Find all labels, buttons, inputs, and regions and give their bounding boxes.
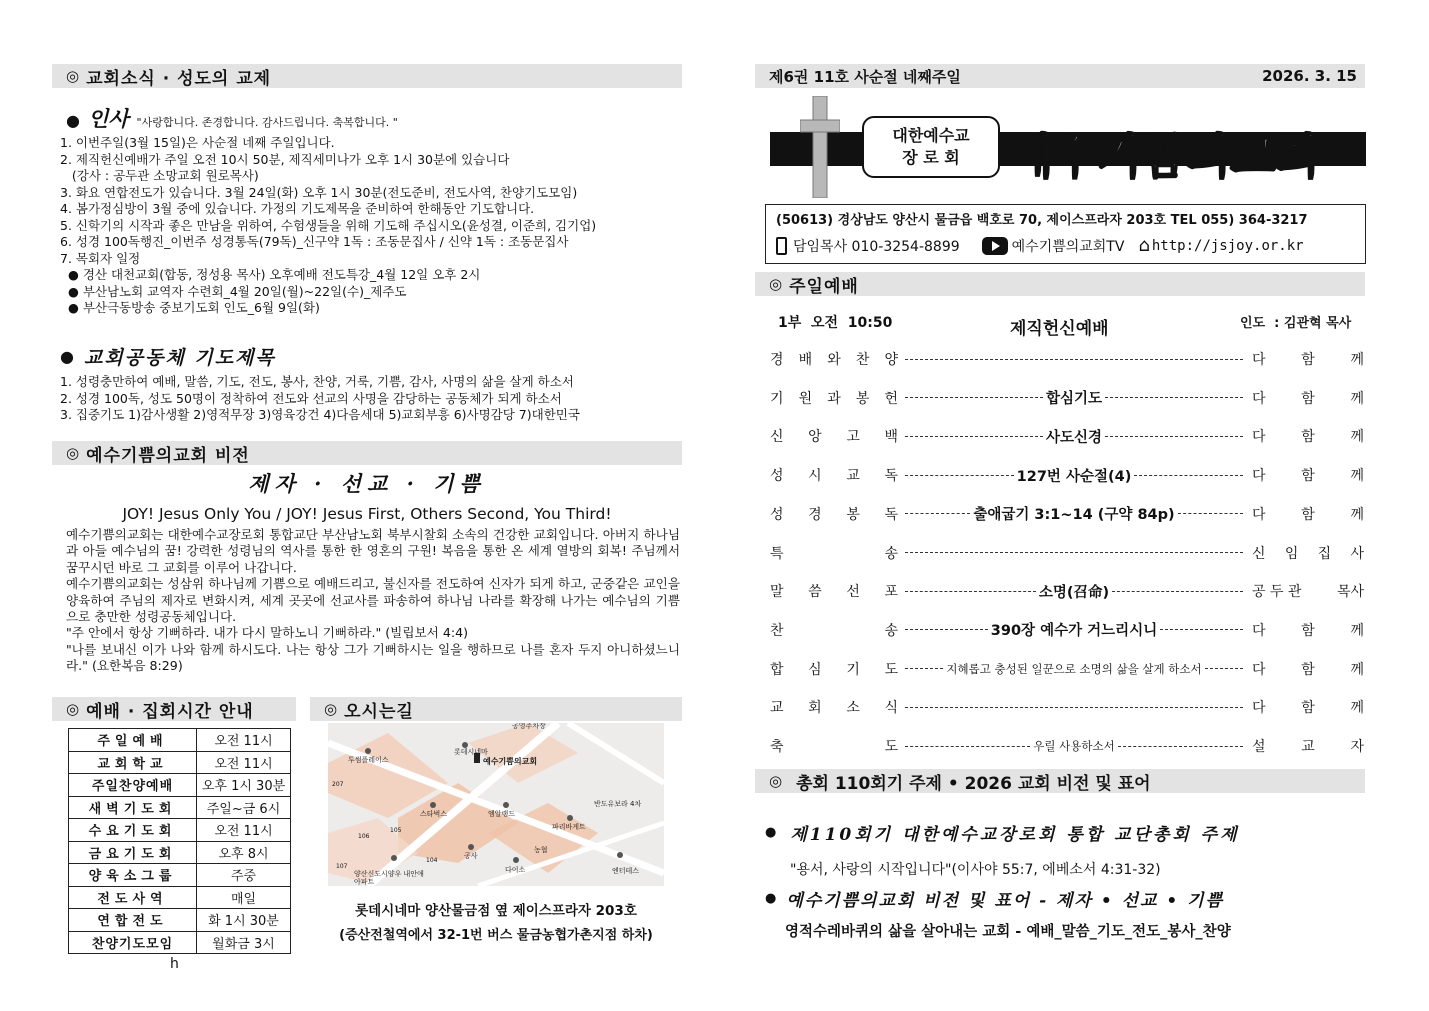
order-item-char: 씀 bbox=[808, 584, 822, 601]
schedule-row bbox=[69, 751, 291, 774]
worship-order-row bbox=[770, 503, 1364, 525]
map-label: 양산신도시양우 내안애아파트 bbox=[354, 870, 424, 886]
worship-order-row bbox=[770, 464, 1364, 486]
theme-title-row bbox=[765, 820, 1240, 845]
order-item-leader: 다 함 께 bbox=[1252, 661, 1364, 678]
list-item: (강사 : 공두관 소망교회 원로목사) bbox=[60, 168, 259, 183]
list-item: 2. 제직헌신예배가 주일 오전 10시 50분, 제직세미나가 오후 1시 30분에 있습니다 bbox=[60, 151, 510, 167]
worship-header-bar bbox=[755, 272, 1365, 296]
directions-header: 오시는길 bbox=[344, 701, 414, 722]
bullet-circle-icon: ◎ bbox=[769, 275, 784, 293]
order-item-content: 우릴 사용하소서 bbox=[1033, 739, 1115, 753]
worship-order-row bbox=[770, 387, 1364, 409]
schedule-header: 예배 · 집회시간 안내 bbox=[86, 701, 254, 722]
list-item: 2. 성경 100독, 성도 50명이 정착하여 전도와 선교의 사명을 감당하는 공동체가 되게 하소서 bbox=[60, 390, 562, 406]
list-item: ● 부산극동방송 중보기도회 인도_6월 9일(화) bbox=[60, 300, 320, 315]
order-item-name bbox=[770, 620, 902, 640]
map-label: 104 bbox=[426, 857, 438, 864]
bullet-circle-icon: ◎ bbox=[66, 444, 81, 462]
order-item-content: 390장 예수가 거느리시니 bbox=[990, 623, 1158, 640]
map-label: 엔터테스 bbox=[612, 867, 640, 875]
worship-order-row bbox=[770, 735, 1364, 757]
directions-header-bar bbox=[310, 697, 682, 721]
schedule-table bbox=[68, 728, 291, 954]
order-item-content: 소명(召命) bbox=[1038, 584, 1110, 601]
home-icon: ⌂ bbox=[1138, 235, 1150, 256]
order-item-char: 송 bbox=[884, 622, 898, 639]
prayer-title: 교회공동체 기도제목 bbox=[83, 347, 276, 369]
order-item-content: 사도신경 bbox=[1045, 429, 1103, 446]
theme-header: 총회 110회기 주제 • 2026 교회 비전 및 표어 bbox=[796, 773, 1151, 794]
schedule-name: 새벽기도회 bbox=[69, 796, 197, 819]
schedule-name: 전도사역 bbox=[69, 886, 197, 909]
news-header: 교회소식 · 성도의 교제 bbox=[86, 68, 272, 89]
order-item-name bbox=[770, 349, 902, 369]
map-label: 105 bbox=[390, 827, 402, 834]
denomination-line1: 대한예수교 bbox=[892, 126, 970, 145]
order-item-char: 식 bbox=[884, 700, 898, 717]
schedule-time: 오후 1시 30분 bbox=[197, 774, 291, 797]
bullet-circle-icon: ◎ bbox=[66, 67, 81, 85]
order-item-char: 소 bbox=[846, 700, 860, 717]
map-label: 207 bbox=[332, 781, 344, 788]
church-vision-text: 영적수레바퀴의 삶을 살아내는 교회 - 예배_말씀_기도_전도_봉사_찬양 bbox=[785, 924, 1231, 940]
order-item-char: 봉 bbox=[846, 506, 860, 523]
youtube-icon bbox=[982, 237, 1008, 255]
order-item-char: 합 bbox=[770, 661, 784, 678]
list-item: 7. 목회자 일정 bbox=[60, 250, 141, 266]
order-item-char: 심 bbox=[808, 661, 822, 678]
order-item-char: 회 bbox=[808, 700, 822, 717]
vision-joy: JOY! Jesus Only You / JOY! Jesus First, Others Second, You Third! bbox=[122, 505, 612, 523]
schedule-time: 오전 11시 bbox=[197, 819, 291, 842]
worship-order-row bbox=[770, 696, 1364, 718]
order-item-char: 과 bbox=[827, 390, 841, 407]
order-item-leader: 다 함 께 bbox=[1252, 352, 1364, 368]
service-leader: 인도 : 김관혁 목사 bbox=[1240, 316, 1352, 331]
youtube-channel[interactable]: 예수기쁨의교회TV bbox=[1011, 238, 1125, 255]
order-item-leader: 다 함 께 bbox=[1252, 390, 1364, 407]
map-label: 파리바게트 bbox=[552, 823, 586, 831]
schedule-row bbox=[69, 819, 291, 842]
order-item-char: 도 bbox=[884, 661, 898, 678]
schedule-name: 교회학교 bbox=[69, 751, 197, 774]
order-item-char: 백 bbox=[884, 429, 898, 446]
list-item: ● 부산남노회 교역자 수련회_4월 20일(월)~22일(수)_제주도 bbox=[60, 283, 407, 299]
vision-paragraph: "나를 보내신 이가 나와 함께 하시도다. 나는 항상 그가 기뻐하시는 일을 행하므로 나를 혼자 두지 아니하셨느니라." (요한복음 8:29) bbox=[66, 641, 680, 674]
map-label: 106 bbox=[358, 833, 370, 840]
prayer-title-row bbox=[60, 343, 276, 370]
schedule-time: 주중 bbox=[197, 864, 291, 887]
map-label: 공사 bbox=[464, 852, 478, 860]
order-item-char: 원 bbox=[798, 390, 813, 407]
website-link[interactable]: http://jsjoy.or.kr bbox=[1151, 237, 1304, 254]
vision-header-bar bbox=[52, 441, 682, 465]
worship-order-row bbox=[770, 348, 1364, 370]
order-item-name bbox=[770, 697, 902, 717]
bullet-icon: ● bbox=[66, 111, 80, 130]
order-item-char: 배 bbox=[798, 352, 813, 368]
schedule-name: 주일예배 bbox=[69, 729, 197, 752]
order-item-char: 특 bbox=[770, 545, 784, 562]
schedule-row bbox=[69, 774, 291, 797]
news-header-bar bbox=[52, 64, 682, 88]
vision-header: 예수기쁨의교회 비전 bbox=[86, 445, 250, 466]
order-item-char: 교 bbox=[846, 468, 860, 485]
order-item-char: 찬 bbox=[770, 622, 784, 639]
worship-order-row bbox=[770, 425, 1364, 447]
vision-body bbox=[66, 527, 680, 675]
list-item: 3. 화요 연합전도가 있습니다. 3월 24일(화) 오후 1시 30분(전도준비, 전도사역, 찬양기도모임) bbox=[60, 184, 578, 200]
order-item-char: 포 bbox=[884, 584, 898, 601]
order-item-content: 합심기도 bbox=[1045, 391, 1103, 408]
order-item-name bbox=[770, 388, 902, 408]
schedule-row bbox=[69, 931, 291, 954]
vision-paragraph: 예수기쁨의교회는 대한예수교장로회 통합교단 부산남노회 북부시찰회 소속의 건강한 교회입니다. 아버지 하나님과 아들 예수님의 꿈! 강력한 성령님의 역사를 통한 한 영혼의 구원! 복음을 통한 온 세계 열방의 회복! 주님께서 꿈꾸시던 바로 그 교회를 이루어 나갑니다. bbox=[66, 527, 680, 575]
schedule-time: 오전 11시 bbox=[197, 751, 291, 774]
bullet-icon: ● bbox=[765, 891, 777, 906]
schedule-row bbox=[69, 729, 291, 752]
schedule-time: 오후 8시 bbox=[197, 841, 291, 864]
service-title: 제직헌신예배 bbox=[1010, 319, 1109, 339]
schedule-name: 주일찬양예배 bbox=[69, 774, 197, 797]
schedule-row bbox=[69, 841, 291, 864]
bullet-icon: ● bbox=[765, 825, 777, 840]
map-label: 농협 bbox=[534, 846, 548, 854]
order-item-char: 헌 bbox=[884, 390, 898, 407]
order-item-char: 기 bbox=[846, 661, 860, 678]
order-item-name bbox=[770, 736, 902, 756]
order-item-char: 신 bbox=[770, 429, 784, 446]
list-item: ● 경산 대천교회(합동, 정성용 목사) 오후예배 전도특강_4월 12일 오후 2시 bbox=[60, 267, 481, 282]
order-item-char: 말 bbox=[770, 584, 784, 601]
map-label: 107 bbox=[336, 863, 348, 870]
directions-line2: (증산전철역에서 32-1번 버스 물금농협가촌지점 하차) bbox=[339, 928, 653, 943]
order-item-char: 고 bbox=[846, 429, 860, 446]
list-item: 4. 봄가정심방이 3월 중에 있습니다. 가정의 기도제목을 준비하여 한해동안 기도합니다. bbox=[60, 201, 535, 216]
order-item-char: 시 bbox=[808, 468, 822, 485]
schedule-time: 화 1시 30분 bbox=[197, 909, 291, 932]
list-item: 1. 이번주일(3월 15일)은 사순절 네째 주일입니다. bbox=[60, 135, 335, 150]
order-item-char: 앙 bbox=[808, 429, 822, 446]
schedule-name: 양육소그룹 bbox=[69, 864, 197, 887]
theme-text: "용서, 사랑의 시작입니다"(이사야 55:7, 에베소서 4:31-32) bbox=[790, 862, 1161, 878]
schedule-time: 월화금 3시 bbox=[197, 931, 291, 954]
issue-date: 2026. 3. 15 bbox=[1262, 67, 1357, 85]
bullet-circle-icon: ◎ bbox=[324, 700, 339, 718]
order-item-char: 선 bbox=[846, 584, 860, 601]
map-label: 다이소 bbox=[505, 866, 526, 874]
order-item-name bbox=[770, 426, 902, 446]
worship-header: 주일예배 bbox=[789, 276, 859, 297]
schedule-time: 매일 bbox=[197, 886, 291, 909]
theme-title: 제110회기 대한예수교장로회 통합 교단총회 주제 bbox=[790, 825, 1240, 845]
bullet-circle-icon: ◎ bbox=[66, 700, 81, 718]
order-item-char: 축 bbox=[770, 739, 784, 755]
denomination-box bbox=[862, 116, 1000, 178]
order-item-char: 교 bbox=[770, 700, 784, 717]
bullet-circle-icon: ◎ bbox=[769, 772, 783, 790]
worship-order-row bbox=[770, 619, 1364, 641]
schedule-name: 수요기도회 bbox=[69, 819, 197, 842]
order-item-char: 경 bbox=[770, 352, 784, 368]
order-item-name bbox=[770, 504, 902, 524]
map-label: 스타벅스 bbox=[420, 810, 448, 818]
order-item-char: 양 bbox=[884, 352, 898, 368]
contact-box bbox=[765, 204, 1366, 264]
map-label: 반도유보라 4차 bbox=[594, 800, 642, 808]
footer-mark: h bbox=[170, 956, 179, 972]
order-item-char: 독 bbox=[884, 468, 898, 485]
order-item-leader: 설 교 자 bbox=[1252, 739, 1364, 755]
order-item-leader: 공 두 관 목사 bbox=[1252, 584, 1364, 601]
prayer-list bbox=[60, 374, 685, 424]
order-item-name bbox=[770, 465, 902, 485]
order-item-char: 와 bbox=[827, 352, 841, 368]
greeting bbox=[66, 103, 398, 133]
order-item-content: 127번 사순절(4) bbox=[1016, 468, 1132, 485]
order-item-leader: 다 함 께 bbox=[1252, 622, 1364, 639]
map-label: 엠알랭드 bbox=[488, 810, 516, 818]
order-item-char: 봉 bbox=[855, 390, 870, 407]
greeting-text: "사랑합니다. 존경합니다. 감사드립니다. 축복합니다. " bbox=[136, 116, 398, 129]
order-item-char: 독 bbox=[884, 506, 898, 523]
schedule-time: 주일~금 6시 bbox=[197, 796, 291, 819]
order-item-char: 송 bbox=[884, 545, 898, 562]
list-item: 1. 성령충만하여 예배, 말씀, 기도, 전도, 봉사, 찬양, 거룩, 기쁨, 감사, 사명의 삶을 살게 하소서 bbox=[60, 374, 574, 389]
schedule-row bbox=[69, 796, 291, 819]
map-label: 예수기쁨의교회 bbox=[483, 757, 538, 766]
pastor-phone: 담임목사 010-3254-8899 bbox=[793, 238, 960, 255]
order-item-leader: 다 함 께 bbox=[1252, 700, 1364, 717]
bullet-icon: ● bbox=[60, 347, 74, 366]
order-item-char: 기 bbox=[770, 390, 784, 407]
church-vision-title-row bbox=[765, 886, 1224, 911]
order-item-name bbox=[770, 581, 902, 601]
worship-order-row bbox=[770, 580, 1364, 602]
schedule-time: 오전 11시 bbox=[197, 729, 291, 752]
issue: 제6권 11호 사순절 네째주일 bbox=[769, 67, 961, 86]
list-item: 3. 집중기도 1)감사생활 2)영적무장 3)영육강건 4)다음세대 5)교회부흥 6)사명감당 7)대한민국 bbox=[60, 407, 580, 422]
schedule-row bbox=[69, 864, 291, 887]
order-item-content: 출애굽기 3:1~14 (구약 84p) bbox=[973, 507, 1175, 524]
phone-icon bbox=[776, 237, 787, 255]
service-time: 1부 오전 10:50 bbox=[778, 315, 893, 331]
address: (50613) 경상남도 양산시 물금읍 백호로 70, 제이스프라자 203호 TEL 055) 364-3217 bbox=[776, 213, 1308, 228]
theme-header-bar bbox=[755, 769, 1365, 793]
directions-line1: 롯데시네마 양산물금점 옆 제이스프라자 203호 bbox=[355, 903, 637, 919]
map-label: 롯데시네마 bbox=[454, 748, 488, 756]
schedule-name: 금요기도회 bbox=[69, 841, 197, 864]
vision-paragraph: 예수기쁨의교회는 성삼위 하나님께 기쁨으로 예배드리고, 불신자를 전도하여 신자가 되게 하고, 군중같은 교인을 양육하여 주님의 제자로 변화시켜, 세계 곳곳에 선교사를 파송하여 하나님 나라를 확장해 나가는 예수님의 기쁨으로 충만한 성령공동체입니다. bbox=[66, 576, 680, 625]
worship-order-row bbox=[770, 658, 1364, 680]
order-item-char: 찬 bbox=[855, 352, 870, 368]
worship-order-row bbox=[770, 542, 1364, 564]
order-item-char: 성 bbox=[770, 468, 784, 485]
order-item-name bbox=[770, 543, 902, 563]
schedule-name: 찬양기도모임 bbox=[69, 931, 197, 954]
order-item-leader: 다 함 께 bbox=[1252, 506, 1364, 523]
schedule-name: 연합전도 bbox=[69, 909, 197, 932]
map-label: 공영주차장 bbox=[512, 723, 546, 730]
church-vision-title: 예수기쁨의교회 비전 및 표어 - 제자 • 선교 • 기쁨 bbox=[786, 891, 1224, 911]
order-item-leader: 신 임 집 사 bbox=[1252, 545, 1364, 562]
greeting-title: 인사 bbox=[87, 106, 129, 131]
order-item-char: 도 bbox=[884, 739, 898, 755]
list-item: 5. 신학기의 시작과 좋은 만남을 위하여, 수험생들을 위해 기도해 주십시오(윤성결, 이준희, 김기업) bbox=[60, 217, 597, 233]
order-item-leader: 다 함 께 bbox=[1252, 468, 1364, 485]
order-item-char: 경 bbox=[808, 506, 822, 523]
vision-paragraph: "주 안에서 항상 기뻐하라. 내가 다시 말하노니 기뻐하라." (빌립보서 4:4) bbox=[66, 625, 469, 641]
order-item-char: 성 bbox=[770, 506, 784, 523]
order-item-name bbox=[770, 659, 902, 679]
location-map[interactable] bbox=[328, 723, 664, 886]
issue-bar bbox=[755, 64, 1365, 88]
order-item-content: 지혜롭고 충성된 일꾼으로 소명의 삶을 살게 하소서 bbox=[946, 661, 1202, 676]
schedule-header-bar bbox=[52, 697, 296, 721]
list-item: 6. 성경 100독행진_이번주 성경통독(79독)_신구약 1독 : 조동문집사 / 신약 1독 : 조동문집사 bbox=[60, 234, 569, 249]
schedule-row bbox=[69, 886, 291, 909]
cross-icon bbox=[800, 96, 840, 198]
denomination-line2: 장 로 회 bbox=[902, 148, 960, 167]
church-name: 예수기쁨의교회 bbox=[1008, 130, 1319, 185]
order-item-leader: 다 함 께 bbox=[1252, 429, 1364, 446]
schedule-row bbox=[69, 909, 291, 932]
news-list bbox=[60, 135, 685, 317]
map-label: 투썸플레이스 bbox=[348, 756, 389, 764]
vision-motto: 제자 · 선교 · 기쁨 bbox=[248, 471, 486, 496]
